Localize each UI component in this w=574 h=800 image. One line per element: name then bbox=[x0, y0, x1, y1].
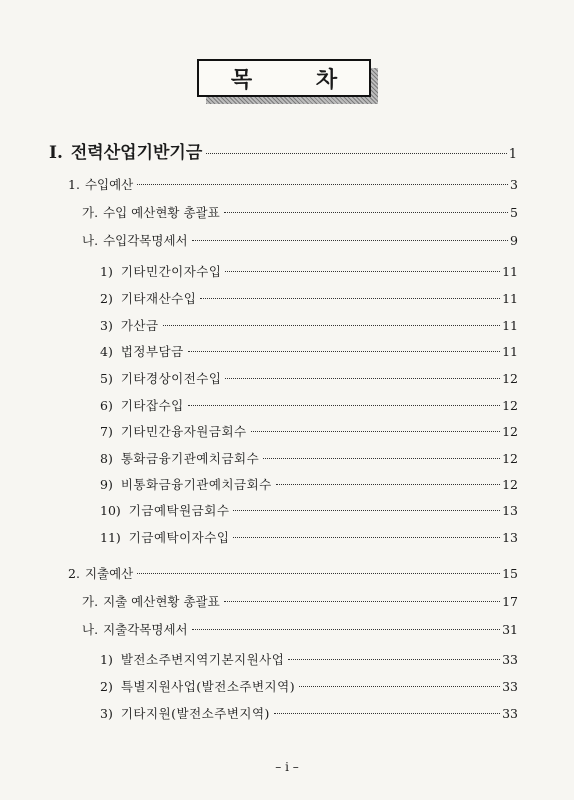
toc-entry-number: 1. bbox=[68, 177, 80, 192]
toc-entry-page: 12 bbox=[502, 451, 518, 466]
toc-entry-page: 11 bbox=[502, 344, 518, 359]
toc-entry-number: 가. bbox=[82, 594, 99, 609]
toc-entry-item[interactable] bbox=[100, 262, 518, 280]
toc-entry-subchapter[interactable] bbox=[82, 231, 518, 249]
dot-leader bbox=[137, 573, 500, 574]
dot-leader bbox=[251, 431, 500, 432]
toc-entry-number: 7) bbox=[100, 424, 113, 439]
toc-entry-number: 5) bbox=[100, 371, 113, 386]
toc-entry-label: 지출 예산현황 총괄표 bbox=[103, 594, 220, 609]
toc-entry-label: 비통화금융기관예치금회수 bbox=[120, 477, 272, 492]
toc-entry-label: 기타민간이자수입 bbox=[120, 264, 222, 279]
toc-entry-number: 가. bbox=[82, 205, 99, 220]
toc-entry-label: 기금예탁이자수입 bbox=[128, 530, 230, 545]
toc-entry-label: 기타지원(발전소주변지역) bbox=[120, 706, 270, 721]
toc-entry-label: 기타민간융자원금회수 bbox=[120, 424, 247, 439]
toc-entry-chapter[interactable] bbox=[68, 564, 518, 582]
toc-entry-page: 33 bbox=[502, 679, 518, 694]
toc-entry-subchapter[interactable] bbox=[82, 203, 518, 221]
toc-entry-page: 12 bbox=[502, 398, 518, 413]
toc-title-box bbox=[197, 59, 381, 106]
toc-entry-label: 전력산업기반기금 bbox=[70, 143, 203, 163]
dot-leader bbox=[233, 510, 500, 511]
toc-entry-page: 33 bbox=[502, 652, 518, 667]
toc-entry-item[interactable] bbox=[100, 369, 518, 387]
toc-entry-subchapter[interactable] bbox=[82, 592, 518, 610]
toc-entry-page: 31 bbox=[502, 622, 518, 637]
toc-entry-label: 법정부담금 bbox=[120, 344, 184, 359]
dot-leader bbox=[224, 212, 508, 213]
dot-leader bbox=[225, 378, 500, 379]
dot-leader bbox=[274, 713, 500, 714]
toc-entry-item[interactable] bbox=[100, 342, 518, 360]
toc-entry-number: 11) bbox=[100, 530, 121, 545]
toc-entry-page: 11 bbox=[502, 318, 518, 333]
toc-entry-number: Ⅰ. bbox=[49, 143, 63, 163]
toc-entry-page: 1 bbox=[508, 147, 517, 162]
toc-entry-item[interactable] bbox=[100, 316, 518, 334]
toc-entry-item[interactable] bbox=[100, 396, 518, 414]
toc-entry-chapter[interactable] bbox=[68, 175, 518, 193]
title-frame bbox=[197, 59, 371, 97]
toc-entry-number: 9) bbox=[100, 477, 113, 492]
toc-entry-number: 10) bbox=[100, 503, 121, 518]
toc-entry-page: 3 bbox=[510, 177, 518, 192]
toc-entry-item[interactable] bbox=[100, 501, 518, 519]
page-number-footer: – i – bbox=[275, 760, 299, 774]
toc-entry-page: 17 bbox=[502, 594, 518, 609]
toc-entry-item[interactable] bbox=[100, 289, 518, 307]
toc-entry-label: 기타잡수입 bbox=[120, 398, 184, 413]
toc-entry-page: 13 bbox=[502, 503, 518, 518]
dot-leader bbox=[192, 240, 508, 241]
toc-entry-number: 1) bbox=[100, 652, 113, 667]
toc-entry-label: 수입예산 bbox=[84, 177, 134, 192]
toc-entry-section[interactable] bbox=[49, 138, 517, 163]
toc-entry-number: 나. bbox=[82, 622, 99, 637]
toc-entry-label: 발전소주변지역기본지원사업 bbox=[120, 652, 285, 667]
toc-entry-number: 3) bbox=[100, 706, 113, 721]
dot-leader bbox=[225, 271, 500, 272]
toc-entry-page: 12 bbox=[502, 371, 518, 386]
toc-entry-item[interactable] bbox=[100, 677, 518, 695]
toc-entry-page: 5 bbox=[510, 205, 518, 220]
toc-entry-label: 수입 예산현황 총괄표 bbox=[103, 205, 220, 220]
toc-entry-page: 13 bbox=[502, 530, 518, 545]
toc-entry-label: 지출각목명세서 bbox=[103, 622, 188, 637]
dot-leader bbox=[192, 629, 501, 630]
toc-entry-label: 수입각목명세서 bbox=[103, 233, 188, 248]
dot-leader bbox=[188, 351, 500, 352]
toc-entry-item[interactable] bbox=[100, 528, 518, 546]
dot-leader bbox=[137, 184, 508, 185]
toc-entry-number: 2) bbox=[100, 679, 113, 694]
dot-leader bbox=[224, 601, 500, 602]
dot-leader bbox=[276, 484, 500, 485]
toc-entry-item[interactable] bbox=[100, 449, 518, 467]
dot-leader bbox=[288, 659, 500, 660]
toc-entry-label: 기타경상이전수입 bbox=[120, 371, 222, 386]
toc-entry-number: 4) bbox=[100, 344, 113, 359]
toc-entry-item[interactable] bbox=[100, 475, 518, 493]
toc-entry-page: 12 bbox=[502, 477, 518, 492]
dot-leader bbox=[206, 153, 506, 154]
dot-leader bbox=[163, 325, 501, 326]
toc-entry-label: 특별지원사업(발전소주변지역) bbox=[120, 679, 296, 694]
toc-entry-item[interactable] bbox=[100, 422, 518, 440]
toc-entry-label: 기타재산수입 bbox=[120, 291, 197, 306]
dot-leader bbox=[263, 458, 500, 459]
dot-leader bbox=[200, 298, 500, 299]
toc-entry-label: 기금예탁원금회수 bbox=[128, 503, 230, 518]
toc-entry-number: 나. bbox=[82, 233, 99, 248]
toc-entry-number: 6) bbox=[100, 398, 113, 413]
dot-leader bbox=[188, 405, 500, 406]
toc-entry-label: 가산금 bbox=[120, 318, 159, 333]
toc-entry-number: 2) bbox=[100, 291, 113, 306]
dot-leader bbox=[299, 686, 500, 687]
toc-entry-number: 1) bbox=[100, 264, 113, 279]
dot-leader bbox=[233, 537, 500, 538]
toc-entry-number: 3) bbox=[100, 318, 113, 333]
toc-entry-label: 통화금융기관예치금회수 bbox=[120, 451, 260, 466]
toc-entry-page: 11 bbox=[502, 291, 518, 306]
toc-entry-item[interactable] bbox=[100, 704, 518, 722]
page-title: 목 차 bbox=[230, 67, 366, 93]
toc-entry-item[interactable] bbox=[100, 650, 518, 668]
toc-entry-page: 9 bbox=[510, 233, 518, 248]
toc-entry-page: 33 bbox=[502, 706, 518, 721]
toc-entry-number: 2. bbox=[68, 566, 80, 581]
toc-entry-subchapter[interactable] bbox=[82, 620, 518, 638]
toc-entry-number: 8) bbox=[100, 451, 113, 466]
toc-entry-page: 12 bbox=[502, 424, 518, 439]
toc-entry-page: 11 bbox=[502, 264, 518, 279]
toc-entry-page: 15 bbox=[502, 566, 518, 581]
toc-entry-label: 지출예산 bbox=[84, 566, 134, 581]
